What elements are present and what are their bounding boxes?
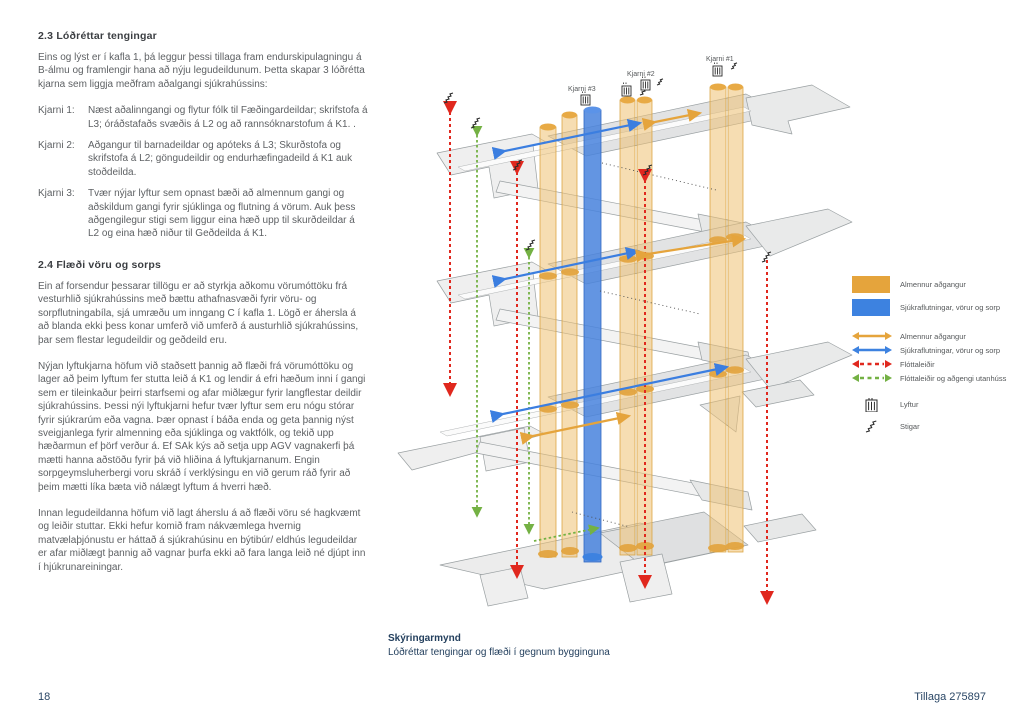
section-2-3-intro: Eins og lýst er í kafla 1, þá leggur þessi tillaga fram endurskipulagningu á B-álmu og framlengir hana að nýju legudeildunum. Þetta skapar 3 lóðrétta kjarna sem liggja meðfram aðalgangi sjúkrahússins: [38, 52, 365, 90]
kjarni-3-label: Kjarni 3: [38, 188, 75, 200]
legend-row-elevator [852, 396, 1024, 412]
vertical-cores [538, 84, 744, 563]
elevator-icons [581, 63, 722, 106]
legend-label: Flóttaleiðir [900, 359, 935, 369]
core-blue-shaft [583, 107, 603, 563]
stairs-icon [852, 418, 892, 434]
kjarni-2-label: Kjarni 2: [38, 140, 75, 152]
figure-caption-subtitle: Lóðréttar tengingar og flæði í gegnum bygginguna [388, 647, 610, 658]
legend-row-public-arrow [852, 331, 1024, 341]
legend-row-stairs [852, 418, 1024, 434]
patient-goods-swatch [852, 299, 890, 316]
core-labels [568, 56, 734, 93]
legend-row-escape-arrow [852, 359, 1024, 369]
legend-row-patient-area [852, 299, 1024, 316]
section-2-3-heading: 2.3 Lóðréttar tengingar [38, 30, 157, 42]
figure-caption [388, 633, 718, 658]
orange-arrow-icon [852, 331, 892, 341]
figure-caption-title: Skýringarmynd [388, 633, 461, 644]
legend-label: Flóttaleiðir og aðgengi utanhúss [900, 373, 1007, 383]
legend-row-public-area [852, 276, 1024, 293]
section-2-4-para1: Ein af forsendur þessarar tillögu er að styrkja aðkomu vörumóttöku frá vesturhlið sjúkrahússins með bættu athafnasvæði fyrir vöru- og sorpflutningabíla, sjá umræðu um inngang C í kafla 1. Lögð er áhersla á að blanda ekki þess konar umferð við umferð á austurhlið sjúkrahússins, þar sem flestar legudeildir og geðdeild eru. [38, 280, 359, 346]
legend-row-patient-arrow [852, 345, 1024, 355]
green-dashed-arrow-icon [852, 373, 892, 383]
legend-label: Lyftur [900, 399, 919, 409]
kjarni-3-diagram-label: Kjarni #3 [568, 86, 596, 93]
core-orange-shafts [540, 87, 743, 557]
legend-label: Almennur aðgangur [900, 331, 966, 341]
diagram-legend [852, 276, 1024, 440]
kjarni-2-text: Aðgangur til barnadeildar og apóteks á L3; Skurðstofa og skrifstofa á L2; göngudeildir og endurhæfingadeild á K1 auk stoðdeilda. [88, 140, 353, 178]
legend-row-escape-outdoor-arrow [852, 373, 1024, 383]
legend-label: Stigar [900, 421, 920, 431]
page-number: 18 [38, 691, 51, 703]
kjarni-1-text: Næst aðalinngangi og flytur fólk til Fæðingardeildar; skrifstofa á L3; óráðstafaðs svæðis á L2 og að rannsóknarstofum á K1. . [88, 105, 368, 130]
proposal-number: Tillaga 275897 [914, 691, 986, 703]
kjarni-3-text: Tvær nýjar lyftur sem opnast bæði að almennum gangi og aðskildum gangi fyrir sjúklinga og flutning á vörum. Auk þess aðgengilegur stigi sem liggur eina hæð upp til skurðdeildar á L2 og eina hæð niður til Geðdeilda á K1. [88, 188, 356, 240]
kjarni-1-label: Kjarni 1: [38, 105, 75, 117]
legend-label: Sjúkraflutningar, vörur og sorp [900, 303, 1001, 312]
kjarni-2-diagram-label: Kjarni #2 [627, 71, 655, 78]
legend-label: Almennur aðgangur [900, 280, 966, 289]
section-2-4-para3: Innan legudeildanna höfum við lagt áherslu á að flæði vöru sé hagkvæmt og leiðir stuttar. Ekki hefur komið fram nákvæmlega hvernig matvælaþjónustu er háttað á sjúkrahúsinu en býtibúr/ eldhús legudeildar er afar miðlægt þannig að vagnar þurfa ekki að fara langa leið né djúpt inn í hjúkrunareiningar. [38, 507, 366, 573]
kjarni-1-diagram-label: Kjarni #1 [706, 56, 734, 63]
blue-arrow-icon [852, 345, 892, 355]
section-2-4-para2: Nýjan lyftukjarna höfum við staðsett þannig að flæði frá vörumóttöku og lager að þeim lyftum fer stutta leið á K1 og lendir á efri hæðum inni í gangi sem er tileinkaður þeirri starfsemi og afar miðlægur fyrir langflestar deildir sjúkrahússins. Þessi nýi lyftukjarni hefur tvær lyftur sem eru nógu stórar fyrir sjúkrarúm eða vagna. Þær opnast í báða enda og geta þannig nýst sveigjanlega fyrir almenning eða sjúklinga og vaktfólk, og tekið upp hæðarmun ef þörf verður á. Ef SAk kýs að setja upp AGV vagnakerfi þá mætti hanna aðstöðu fyrir þá við hliðina á lyftukjarnanum. Engin sorpgeymsluherbergi voru skráð í verklýsingu en við gerum ráð fyrir að þeim mætti líka bæta við nálægt lyftum á hverri hæð. [38, 360, 366, 493]
section-2-4-heading: 2.4 Flæði vöru og sorps [38, 258, 162, 271]
legend-label: Sjúkraflutningar, vörur og sorp [900, 345, 1001, 355]
red-dashed-arrow-icon [852, 359, 892, 369]
elevator-icon [852, 396, 892, 412]
public-access-swatch [852, 276, 890, 293]
